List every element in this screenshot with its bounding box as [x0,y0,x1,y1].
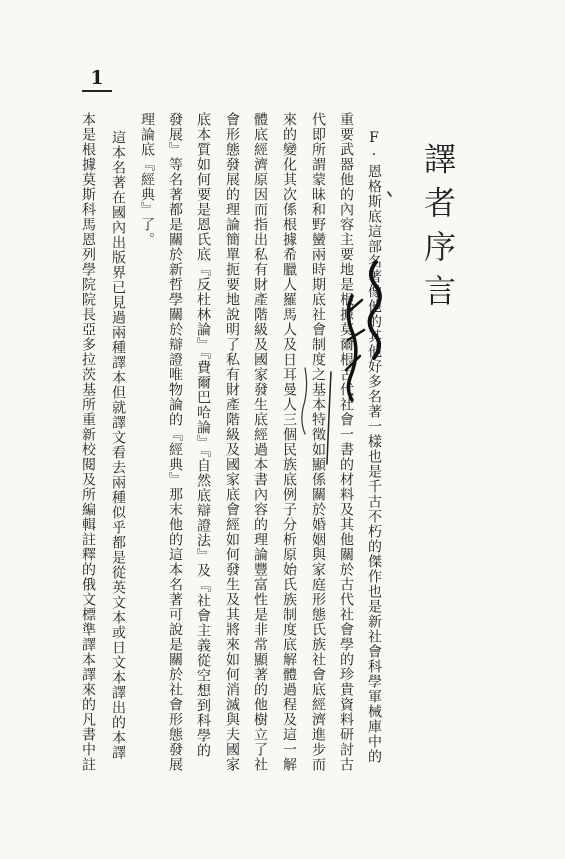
text-column-4: 來的變化其次係根據希臘人羅馬人及日耳曼人三個民族底例子分析原始氏族制度底解體過程及這一解 [281,112,297,772]
text-column-7: 底本質如何要是恩氏底『反杜林論』『費爾巴哈論』『自然底辯證法』及『社會主義從空想到科學的 [195,112,211,758]
text-column-1: F·恩格斯底這部名著像他的其他好多名著一樣也是千古不朽的傑作也是新社會科學軍械庫中的 [366,130,382,764]
page-title: 譯者序言 [419,142,457,318]
pen-tick-mark [388,192,391,196]
text-column-9: 理論底『經典』了。 [139,112,155,247]
text-column-10: 這本名著在國內出版界已見過兩種譯本但就譯文看去兩種似乎都是從英文本或日文本譯出的本譯 [110,130,126,760]
text-column-11: 本是根據莫斯科馬恩列學院院長亞多拉茨基所重新校閱及所編輯註釋的俄文標準譯本譯來的凡書中註 [80,112,96,772]
page-number: 1 [82,66,112,92]
text-column-8: 發展』等名著都是關於新哲學關於辯證唯物論的『經典』那末他的這本名著可說是關於社會形態發展 [167,112,183,772]
text-column-3: 代即所謂蒙昧和野蠻兩時期底社會制度之基本特徵如顯係關於婚姻與家庭形態氏族社會底經濟進步而 [310,112,326,772]
text-column-6: 會形態發展的理論簡單扼要地說明了私有財產階級及國家底會經如何發生及其將來如何消滅與夫國家 [224,112,240,772]
text-column-2: 重要武器他的內容主要地是根據莫爾根古代社會一書的材料及其他關於古代社會學的珍貴資料研討古 [338,112,354,772]
text-column-5: 體底經濟原因而指出私有財產階級及國家發生底經過本書內容的理論豐富性是非常顯著的他樹立了社 [252,112,268,772]
pen-line-mark [302,368,307,434]
